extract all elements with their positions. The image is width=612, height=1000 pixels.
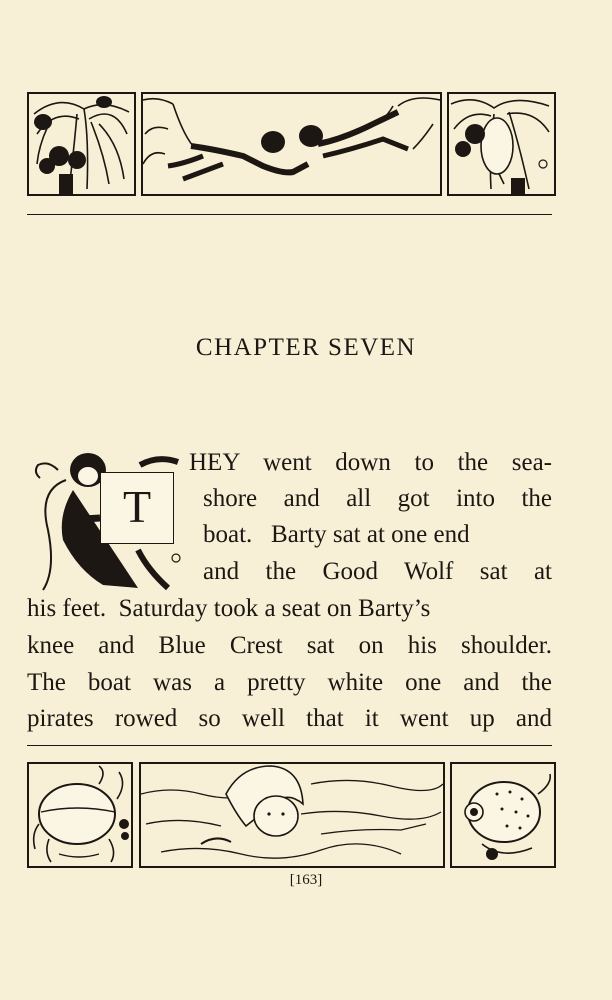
text-line: pirates rowed so well that it went up and [27, 705, 552, 732]
header-panel-center [141, 92, 442, 196]
page-number: [163] [289, 872, 323, 888]
header-panel-left [27, 92, 136, 196]
footer-panel-left [27, 762, 133, 868]
text-line: his feet. Saturday took a seat on Barty’s [27, 595, 431, 622]
text-line: boat. Barty sat at one end [203, 521, 470, 548]
girl-swimming-icon [141, 764, 443, 866]
text-line: shore and all got into the [203, 485, 552, 512]
text-line: and the Good Wolf sat at [203, 558, 552, 585]
header-panel-right [447, 92, 556, 196]
monkeys-swinging-icon [143, 94, 440, 194]
text-line: HEY went down to the sea- [189, 449, 552, 476]
parrot-in-palm-icon [449, 94, 554, 194]
crab-icon [29, 764, 131, 866]
text-line: The boat was a pretty white one and the [27, 669, 552, 696]
header-rule [27, 214, 552, 215]
chapter-title: CHAPTER SEVEN [195, 334, 417, 361]
pufferfish-icon [452, 764, 554, 866]
footer-rule [27, 745, 552, 746]
footer-panel-center [139, 762, 445, 868]
footer-panel-right [450, 762, 556, 868]
drop-cap: T [100, 472, 174, 544]
monkey-in-palm-icon [29, 94, 134, 194]
text-line: knee and Blue Crest sat on his shoulder. [27, 632, 552, 659]
